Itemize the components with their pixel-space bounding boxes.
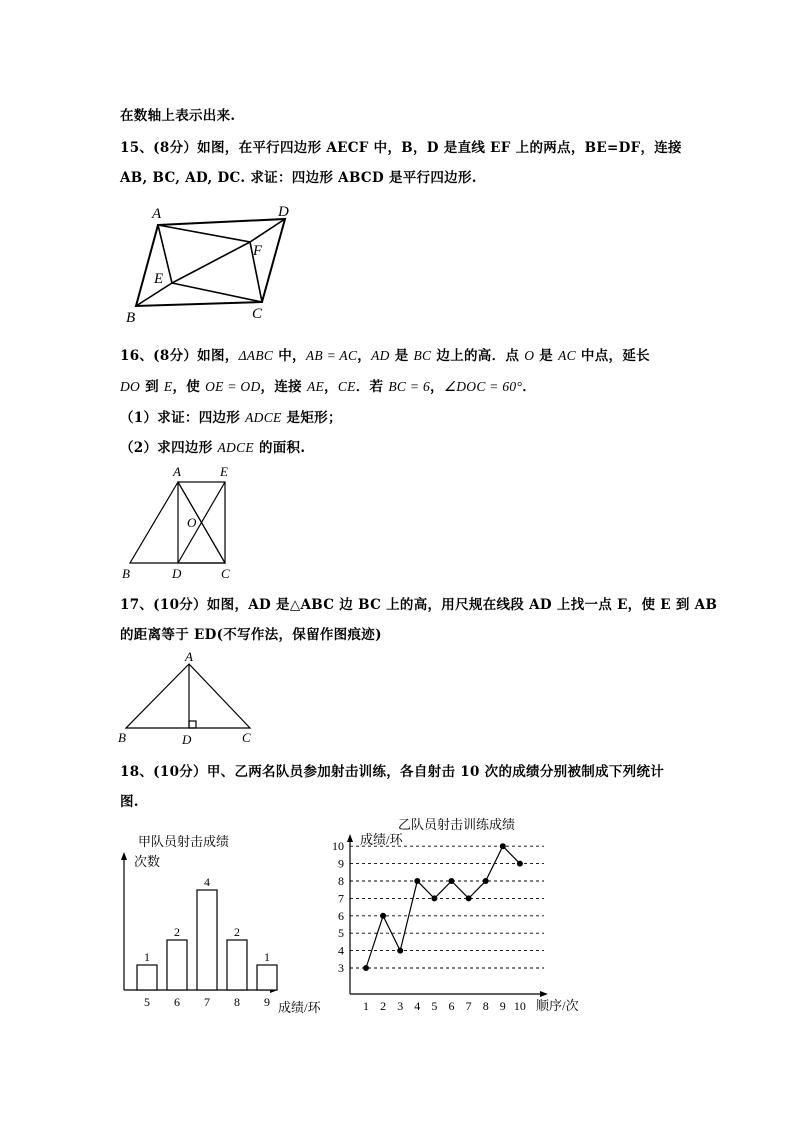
x-tick-label-3: 3: [397, 999, 404, 1013]
bar-value-label-9: 1: [264, 950, 270, 964]
x-axis-arrow: [540, 991, 548, 997]
x-tick-label-7: 7: [465, 999, 472, 1013]
point-1: [363, 965, 369, 971]
x-tick-label-9: 9: [499, 999, 506, 1013]
bar-category-label-6: 6: [174, 995, 180, 1009]
label-a: A: [173, 464, 181, 479]
bar-category-label-5: 5: [144, 995, 150, 1009]
point-7: [466, 895, 472, 901]
y-tick-label-10: 10: [332, 839, 344, 854]
y-tick-label-4: 4: [338, 943, 344, 958]
bar-category-label-8: 8: [234, 995, 240, 1009]
label-o: O: [187, 515, 197, 530]
q15-line2: AB, BC, AD, DC. 求证：四边形 ABCD 是平行四边形.: [120, 170, 477, 186]
point-5: [431, 895, 437, 901]
label-f: F: [253, 243, 263, 259]
jia-bar-chart: [112, 828, 332, 1018]
label-d: D: [182, 732, 192, 747]
bar-category-label-9: 9: [264, 995, 270, 1009]
label-b: B: [126, 310, 136, 326]
y-tick-label-9: 9: [338, 856, 344, 871]
bar-8: [227, 940, 247, 990]
label-c: C: [252, 306, 263, 322]
y-tick-label-5: 5: [338, 926, 344, 941]
bar-value-label-7: 4: [204, 875, 210, 889]
q17-line1: 17、(10分）如图，AD 是△ABC 边 BC 上的高，用尺规在线段 AD 上找一点 E，使 E 到 AB: [120, 597, 718, 613]
y-tick-label-3: 3: [338, 961, 344, 975]
y-tick-label-8: 8: [338, 874, 344, 888]
x-tick-label-4: 4: [414, 999, 421, 1013]
bar-6: [167, 940, 187, 990]
x-tick-label-8: 8: [482, 999, 489, 1013]
point-6: [449, 878, 455, 884]
bar-9: [257, 965, 277, 990]
q17-figure: [114, 650, 264, 748]
q16-line2: DO 到 E，使 OE = OD，连接 AE，CE．若 BC = 6，∠DOC = 60°．: [120, 379, 536, 395]
label-a: A: [152, 206, 162, 222]
q17-line2: 的距离等于 ED(不写作法，保留作图痕迹): [120, 627, 382, 643]
x-tick-label-5: 5: [431, 999, 438, 1013]
x-tick-label-2: 2: [380, 999, 387, 1013]
y-tick-label-6: 6: [338, 908, 344, 923]
label-d: D: [278, 204, 289, 220]
bar-value-label-6: 2: [174, 925, 180, 939]
bar-value-label-8: 2: [234, 925, 240, 939]
label-d: D: [172, 566, 182, 581]
bar-x-label: 成绩/环: [278, 1000, 321, 1015]
x-tick-label-1: 1: [363, 999, 369, 1013]
label-c: C: [221, 566, 230, 581]
line-ef: [172, 242, 250, 283]
yi-line-chart: [326, 812, 594, 1024]
x-tick-label-6: 6: [448, 999, 455, 1013]
label-e: E: [220, 464, 228, 479]
point-4: [414, 878, 420, 884]
bar-5: [137, 965, 157, 990]
bar-category-label-7: 7: [204, 995, 210, 1009]
line-chart-title: 乙队员射击训练成绩: [398, 817, 516, 832]
label-a: A: [185, 650, 193, 664]
q18-line2: 图.: [120, 794, 139, 810]
bar-y-label: 次数: [134, 854, 161, 869]
x-tick-label-10: 10: [513, 999, 526, 1013]
triangle-abc: [126, 664, 250, 728]
right-angle-mark: [189, 721, 196, 728]
label-e: E: [154, 271, 164, 287]
point-10: [517, 861, 523, 867]
point-2: [380, 913, 386, 919]
y-axis-arrow: [347, 834, 353, 842]
point-8: [483, 878, 489, 884]
bar-7: [197, 890, 217, 990]
series-line: [366, 846, 520, 968]
q18-line1: 18、(10分）甲、乙两名队员参加射击训练，各自射击 10 次的成绩分别被制成下列统计: [120, 764, 665, 780]
q16-sub1: （1）求证：四边形 ADCE 是矩形；: [120, 410, 342, 426]
bar-value-label-5: 1: [144, 950, 150, 964]
y-tick-label-7: 7: [338, 891, 344, 906]
bar-chart-title: 甲队员射击成绩: [138, 834, 230, 849]
label-b: B: [118, 730, 126, 745]
label-c: C: [242, 730, 251, 745]
q16-sub2: （2）求四边形 ADCE 的面积.: [120, 440, 306, 456]
point-3: [397, 948, 403, 954]
q14-tail: 在数轴上表示出来.: [120, 108, 236, 124]
q16-line1: 16、(8分）如图，ΔABC 中，AB = AC，AD 是 BC 边上的高．点 O 是 AC 中点，延长: [120, 348, 650, 364]
line-x-label: 顺序/次: [536, 998, 579, 1013]
q15-line1: 15、(8分）如图，在平行四边形 AECF 中，B，D 是直线 EF 上的两点，BE=DF，连接: [120, 140, 682, 156]
q15-figure: [120, 198, 310, 328]
point-9: [500, 843, 506, 849]
label-b: B: [122, 566, 130, 581]
line-y-label: 成绩/环: [360, 832, 403, 847]
y-axis-arrow: [121, 852, 127, 860]
q16-figure: [118, 462, 248, 584]
